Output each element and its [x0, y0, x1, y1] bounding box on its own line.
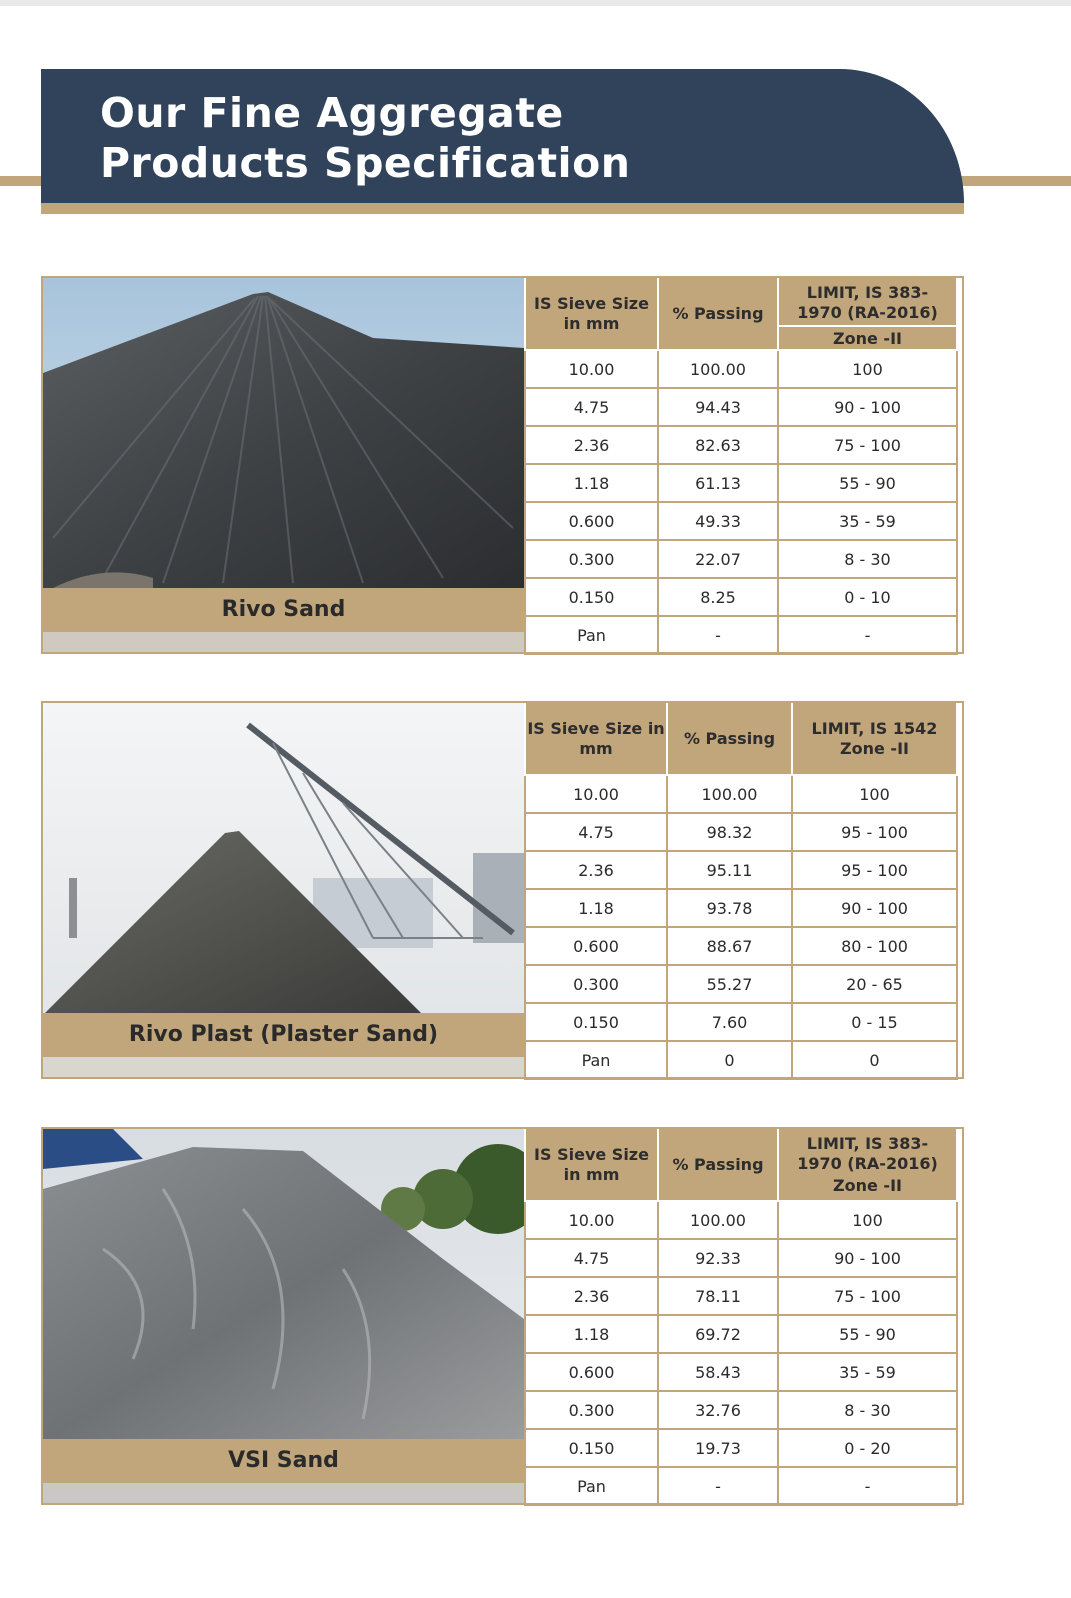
- limit-cell: 80 - 100: [792, 927, 957, 965]
- sieve-size-cell: 4.75: [525, 813, 667, 851]
- sieve-size-cell: 0.150: [525, 578, 658, 616]
- sieve-size-cell: 2.36: [525, 426, 658, 464]
- table-row: [525, 1391, 957, 1429]
- product-name-label: VSI Sand: [43, 1439, 524, 1483]
- passing-cell: 78.11: [658, 1277, 778, 1315]
- sieve-size-cell: Pan: [525, 616, 658, 654]
- sieve-size-cell: 4.75: [525, 1239, 658, 1277]
- table-row: [525, 813, 957, 851]
- table-row: [525, 775, 957, 813]
- limit-cell: 100: [778, 350, 957, 388]
- sieve-size-cell: Pan: [525, 1041, 667, 1079]
- sieve-size-cell: 1.18: [525, 889, 667, 927]
- limit-cell: 8 - 30: [778, 540, 957, 578]
- table-header-row: [525, 703, 957, 775]
- limit-cell: 90 - 100: [792, 889, 957, 927]
- product-name-label: Rivo Plast (Plaster Sand): [43, 1013, 524, 1057]
- table-header-row: [525, 1129, 957, 1201]
- passing-cell: 82.63: [658, 426, 778, 464]
- passing-cell: 32.76: [658, 1391, 778, 1429]
- sieve-spec-table: [524, 703, 958, 1080]
- column-header-sieve: IS Sieve Size in mm: [525, 703, 667, 775]
- limit-zone: Zone -II: [779, 325, 956, 349]
- passing-cell: 95.11: [667, 851, 792, 889]
- sieve-size-cell: 0.300: [525, 540, 658, 578]
- passing-cell: 58.43: [658, 1353, 778, 1391]
- table-row: [525, 578, 957, 616]
- table-row: [525, 388, 957, 426]
- header-accent-line-left: [0, 176, 44, 186]
- limit-cell: 100: [778, 1201, 957, 1239]
- sieve-size-cell: 0.600: [525, 502, 658, 540]
- title-banner-underline: [41, 203, 964, 214]
- passing-cell: 94.43: [658, 388, 778, 426]
- column-header-passing: % Passing: [667, 703, 792, 775]
- sieve-size-cell: 10.00: [525, 1201, 658, 1239]
- table-row: [525, 889, 957, 927]
- column-header-sieve: IS Sieve Size in mm: [525, 1129, 658, 1201]
- passing-cell: 100.00: [658, 350, 778, 388]
- limit-cell: 90 - 100: [778, 388, 957, 426]
- sieve-size-cell: 4.75: [525, 388, 658, 426]
- passing-cell: 19.73: [658, 1429, 778, 1467]
- sieve-size-cell: 10.00: [525, 350, 658, 388]
- limit-cell: 35 - 59: [778, 1353, 957, 1391]
- table-row: [525, 350, 957, 388]
- limit-standard: LIMIT, IS 383-1970 (RA-2016): [797, 1133, 938, 1173]
- product-card-rivo-sand: [41, 276, 964, 654]
- limit-standard: LIMIT, IS 1542: [811, 718, 938, 738]
- limit-cell: 20 - 65: [792, 965, 957, 1003]
- limit-cell: 95 - 100: [792, 813, 957, 851]
- limit-cell: 75 - 100: [778, 426, 957, 464]
- sieve-size-cell: 0.300: [525, 965, 667, 1003]
- column-header-passing: % Passing: [658, 278, 778, 350]
- table-row: [525, 851, 957, 889]
- limit-cell: 0: [792, 1041, 957, 1079]
- table-row: [525, 1353, 957, 1391]
- table-row: [525, 1429, 957, 1467]
- table-row: [525, 502, 957, 540]
- passing-cell: 93.78: [667, 889, 792, 927]
- passing-cell: 100.00: [667, 775, 792, 813]
- sieve-spec-table: [524, 1129, 958, 1506]
- column-header-passing: % Passing: [658, 1129, 778, 1201]
- sieve-size-cell: 0.600: [525, 927, 667, 965]
- table-row: [525, 965, 957, 1003]
- table-row: [525, 1003, 957, 1041]
- passing-cell: -: [658, 616, 778, 654]
- sieve-size-cell: 0.150: [525, 1429, 658, 1467]
- passing-cell: 69.72: [658, 1315, 778, 1353]
- sieve-size-cell: 2.36: [525, 851, 667, 889]
- column-header-limit: [778, 1129, 957, 1201]
- table-row: [525, 1277, 957, 1315]
- passing-cell: 8.25: [658, 578, 778, 616]
- page-title-line-2: Products Specification: [100, 139, 631, 187]
- table-row: [525, 1201, 957, 1239]
- limit-zone: Zone -II: [833, 1175, 902, 1195]
- table-row: [525, 426, 957, 464]
- limit-cell: 8 - 30: [778, 1391, 957, 1429]
- limit-cell: 55 - 90: [778, 464, 957, 502]
- sieve-size-cell: 0.150: [525, 1003, 667, 1041]
- column-header-limit: [792, 703, 957, 775]
- passing-cell: 7.60: [667, 1003, 792, 1041]
- limit-cell: 55 - 90: [778, 1315, 957, 1353]
- table-row: [525, 1467, 957, 1505]
- passing-cell: 49.33: [658, 502, 778, 540]
- limit-cell: -: [778, 616, 957, 654]
- table-header-row: [525, 278, 957, 350]
- limit-cell: 95 - 100: [792, 851, 957, 889]
- sieve-size-cell: 1.18: [525, 464, 658, 502]
- table-row: [525, 616, 957, 654]
- product-card-rivo-plast: [41, 701, 964, 1079]
- sieve-size-cell: 10.00: [525, 775, 667, 813]
- limit-cell: 75 - 100: [778, 1277, 957, 1315]
- table-row: [525, 1041, 957, 1079]
- sieve-size-cell: 0.300: [525, 1391, 658, 1429]
- passing-cell: 98.32: [667, 813, 792, 851]
- table-row: [525, 1315, 957, 1353]
- limit-cell: -: [778, 1467, 957, 1505]
- passing-cell: -: [658, 1467, 778, 1505]
- passing-cell: 92.33: [658, 1239, 778, 1277]
- sieve-size-cell: 0.600: [525, 1353, 658, 1391]
- top-rule: [0, 0, 1071, 6]
- table-row: [525, 927, 957, 965]
- product-name-label: Rivo Sand: [43, 588, 524, 632]
- page-title-line-1: Our Fine Aggregate: [100, 89, 564, 137]
- passing-cell: 100.00: [658, 1201, 778, 1239]
- column-header-sieve: IS Sieve Size in mm: [525, 278, 658, 350]
- page-title: [100, 88, 630, 188]
- limit-cell: 0 - 20: [778, 1429, 957, 1467]
- limit-cell: 35 - 59: [778, 502, 957, 540]
- table-row: [525, 1239, 957, 1277]
- passing-cell: 0: [667, 1041, 792, 1079]
- limit-standard: LIMIT, IS 383-1970 (RA-2016): [797, 282, 938, 322]
- product-card-vsi-sand: [41, 1127, 964, 1505]
- column-header-limit: [778, 278, 957, 350]
- limit-zone: Zone -II: [840, 738, 909, 758]
- limit-cell: 100: [792, 775, 957, 813]
- passing-cell: 61.13: [658, 464, 778, 502]
- limit-cell: 0 - 15: [792, 1003, 957, 1041]
- sieve-size-cell: 2.36: [525, 1277, 658, 1315]
- header-accent-line-right: [960, 176, 1071, 186]
- passing-cell: 55.27: [667, 965, 792, 1003]
- passing-cell: 22.07: [658, 540, 778, 578]
- sieve-spec-table: [524, 278, 958, 655]
- passing-cell: 88.67: [667, 927, 792, 965]
- limit-cell: 90 - 100: [778, 1239, 957, 1277]
- table-row: [525, 464, 957, 502]
- limit-cell: 0 - 10: [778, 578, 957, 616]
- sieve-size-cell: Pan: [525, 1467, 658, 1505]
- sieve-size-cell: 1.18: [525, 1315, 658, 1353]
- table-row: [525, 540, 957, 578]
